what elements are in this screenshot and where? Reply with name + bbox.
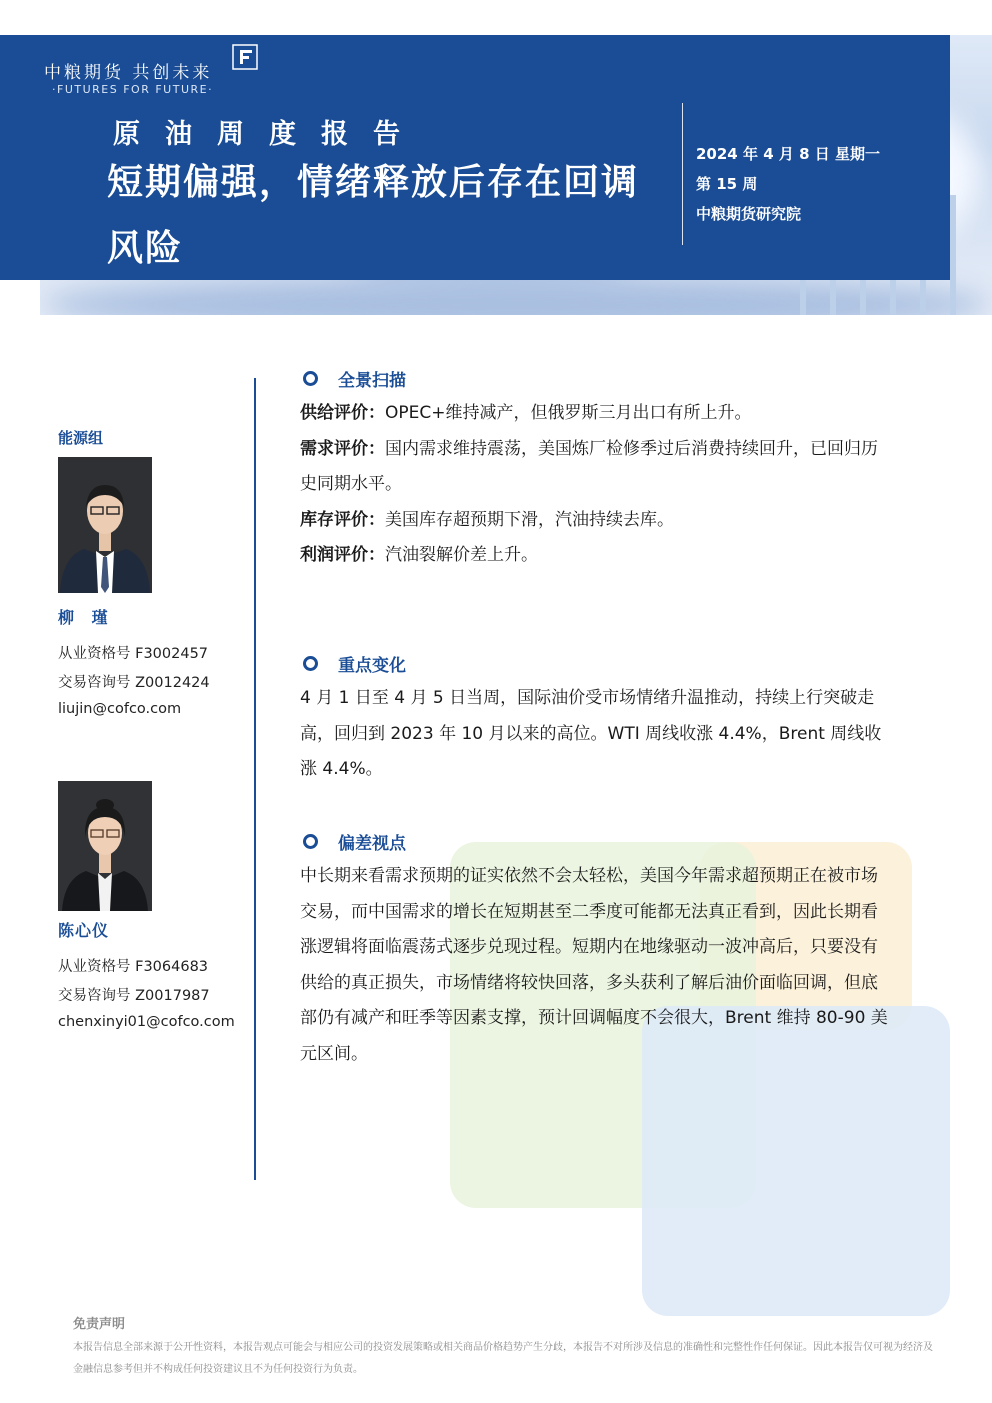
overview-list bbox=[300, 396, 892, 574]
section-header-changes bbox=[300, 651, 406, 675]
item-label: 库存评价： bbox=[300, 509, 385, 530]
overview-item-supply bbox=[300, 396, 892, 432]
section-header-view bbox=[300, 829, 406, 853]
team-label: 能源组 bbox=[58, 429, 104, 447]
column-divider bbox=[254, 378, 256, 1180]
report-week: 第 15 周 bbox=[696, 175, 758, 193]
changes-paragraph: 4 月 1 日至 4 月 5 日当周，国际油价受市场情绪升温推动，持续上行突破走高，回归到 2023 年 10 月以来的高位。WTI 周线收涨 4.4%，Brent 周线收涨 4.4%。 bbox=[300, 688, 882, 779]
disclaimer-text: 本报告信息全部来源于公开性资料，本报告观点可能会与相应公司的投资发展策略或相关商品价格趋势产生分歧，本报告不对所涉及信息的准确性和完整性作任何保证。因此本报告仅可视为经济及金融信息参考但并不构成任何投资建议且不为任何投资行为负责。 bbox=[73, 1342, 933, 1375]
report-type: 原油周度报告 bbox=[113, 119, 425, 150]
item-label: 供给评价： bbox=[300, 403, 385, 423]
analyst-email[interactable]: liujin@cofco.com bbox=[58, 701, 182, 717]
overview-item-inventory bbox=[300, 503, 892, 539]
report-title: 短期偏强，情绪释放后存在回调风险 bbox=[107, 162, 640, 269]
disclaimer-title: 免责声明 bbox=[73, 1317, 126, 1332]
item-text: 汽油裂解价差上升。 bbox=[385, 545, 538, 565]
item-text: 国内需求维持震荡，美国炼厂检修季过后消费持续回升，已回归历史同期水平。 bbox=[300, 438, 878, 494]
analyst-consulting-no: 交易咨询号 Z0012424 bbox=[58, 675, 210, 691]
analyst-qualification: 从业资格号 F3002457 bbox=[58, 646, 209, 662]
overview-item-demand bbox=[300, 432, 892, 503]
report-institute: 中粮期货研究院 bbox=[696, 205, 802, 223]
brand-slogan: ·FUTURES FOR FUTURE· bbox=[52, 83, 214, 96]
section-title: 重点变化 bbox=[338, 655, 406, 676]
section-header-overview bbox=[300, 366, 406, 390]
circle-bullet-icon bbox=[303, 371, 318, 386]
section-title: 偏差视点 bbox=[338, 833, 406, 854]
analyst-photo bbox=[58, 457, 152, 593]
analyst-consulting-no: 交易咨询号 Z0017987 bbox=[58, 988, 210, 1004]
report-date: 2024 年 4 月 8 日 星期一 bbox=[696, 145, 880, 163]
item-label: 需求评价： bbox=[300, 438, 385, 459]
circle-bullet-icon bbox=[303, 834, 318, 849]
overview-item-profit bbox=[300, 538, 892, 574]
brand-logo-icon bbox=[232, 44, 258, 70]
item-label: 利润评价： bbox=[300, 545, 385, 565]
analyst-name: 陈心仪 bbox=[58, 921, 110, 940]
report-meta bbox=[696, 139, 880, 229]
analyst-email[interactable]: chenxinyi01@cofco.com bbox=[58, 1014, 235, 1030]
circle-bullet-icon bbox=[303, 656, 318, 671]
header-divider bbox=[682, 103, 683, 245]
analyst-qualification: 从业资格号 F3064683 bbox=[58, 959, 209, 975]
brand-logo-text: 中粮期货 共创未来 bbox=[44, 63, 213, 83]
section-title: 全景扫描 bbox=[338, 370, 406, 391]
item-text: 美国库存超预期下滑，汽油持续去库。 bbox=[385, 509, 674, 530]
item-text: OPEC+维持减产，但俄罗斯三月出口有所上升。 bbox=[385, 403, 752, 423]
view-paragraph: 中长期来看需求预期的证实依然不会太轻松，美国今年需求超预期正在被市场交易，而中国需求的增长在短期甚至二季度可能都无法真正看到，因此长期看涨逻辑将面临震荡式逐步兑现过程。短期内在地缘驱动一波冲高后，只要没有供给的真正损失，市场情绪将较快回落，多头获利了解后油价面临回调，但底部仍有减产和旺季等因素支撑，预计回调幅度不会很大，Brent 维持 80-90 美元区间。 bbox=[300, 866, 888, 1064]
analyst-name: 柳 瑾 bbox=[58, 608, 114, 627]
analyst-photo bbox=[58, 781, 152, 911]
